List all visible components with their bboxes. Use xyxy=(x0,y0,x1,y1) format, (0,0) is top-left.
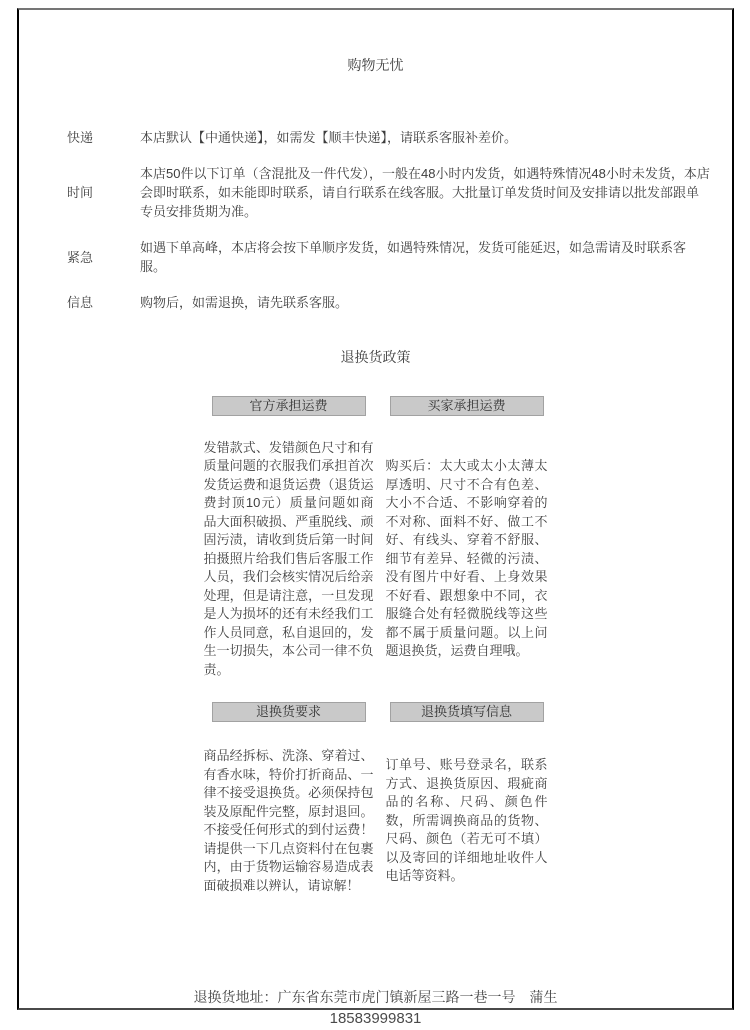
policy-body-return-info-form: 订单号、账号登录名，联系方式、退换货原因、瑕疵商品的名称、尺码、颜色件数，所需调换商品的货物、尺码、颜色（若无可不填）以及寄回的详细地址收件人电话等资料。 xyxy=(385,757,548,884)
policy-body-buyer-shipping: 购买后：太大或太小太薄太厚透明、尺寸不合有色差、大小不合适、不影响穿着的不对称、面料不好、做工不好、有线头、穿着不舒服、细节有差异、轻微的污渍、没有图片中好看、上身效果不好看、跟想象中不同，衣服缝合处有轻微脱线等这些都不属于质量问题。以上问题退换货，运费自理哦。 xyxy=(385,458,548,659)
info-label: 信息 xyxy=(67,295,94,310)
info-label: 时间 xyxy=(67,185,94,200)
info-text: 购物后，如需退换，请先联系客服。 xyxy=(140,295,349,310)
footer xyxy=(19,986,732,1030)
info-text: 如遇下单高峰，本店将会按下单顺序发货，如遇特殊情况，发货可能延迟，如急需请及时联系客服。 xyxy=(140,240,687,274)
info-text: 本店默认【中通快递】，如需发【顺丰快递】，请联系客服补差价。 xyxy=(140,130,518,145)
info-label: 紧急 xyxy=(67,249,94,265)
footer-phone-number: 18583999831 xyxy=(329,1010,422,1027)
policy-header-cell xyxy=(204,396,374,416)
page-title: 购物无忧 xyxy=(347,57,404,73)
policy-body-return-requirements: 商品经拆标、洗涤、穿着过、有香水味，特价打折商品、一律不接受退换货。必须保持包装及原配件完整，原封退回。不接受任何形式的到付运费！请提供一下几点资料付在包裹内，由于货物运输容易造成表面破损难以辨认，请谅解！ xyxy=(203,748,374,893)
info-row-message xyxy=(67,293,710,312)
policy-header-cell xyxy=(204,702,374,722)
info-section xyxy=(67,128,710,312)
info-row-express xyxy=(67,128,710,147)
policy-header-cell xyxy=(386,702,548,722)
section-title-return-policy: 退换货政策 xyxy=(340,349,411,365)
policy-header-buyer-shipping: 买家承担运费 xyxy=(390,396,544,416)
policy-page xyxy=(17,8,734,1027)
policy-header-return-requirements: 退换货要求 xyxy=(212,702,366,722)
info-row-time xyxy=(67,164,710,221)
info-row-urgent xyxy=(67,238,710,276)
policy-header-return-info-form: 退换货填写信息 xyxy=(390,702,544,722)
policy-body-official-shipping: 发错款式、发错颜色尺寸和有质量问题的衣服我们承担首次发货运费和退货运费（退货运费封顶10元）质量问题如商品大面积破损、严重脱线、顽固污渍，请收到货后第一时间拍摄照片给我们售后客服工作人员，我们会核实情况后给亲处理，但是请注意，一旦发现是人为损坏的还有未经我们工作人员同意，私自退回的，发生一切损失，本公司一律不负责。 xyxy=(203,439,374,677)
info-text: 本店50件以下订单（含混批及一件代发），一般在48小时内发货，如遇特殊情况48小时未发货，本店会即时联系，如未能即时联系，请自行联系在线客服。大批量订单发货时间及安排请以批发部跟单专员安排货期为准。 xyxy=(140,166,710,219)
policy-header-cell xyxy=(386,396,548,416)
policy-grid xyxy=(19,396,732,920)
info-label: 快递 xyxy=(67,130,94,145)
footer-return-address: 退换货地址：广东省东莞市虎门镇新屋三路一巷一号 蒲生 xyxy=(193,989,558,1005)
policy-header-official-shipping: 官方承担运费 xyxy=(212,396,366,416)
